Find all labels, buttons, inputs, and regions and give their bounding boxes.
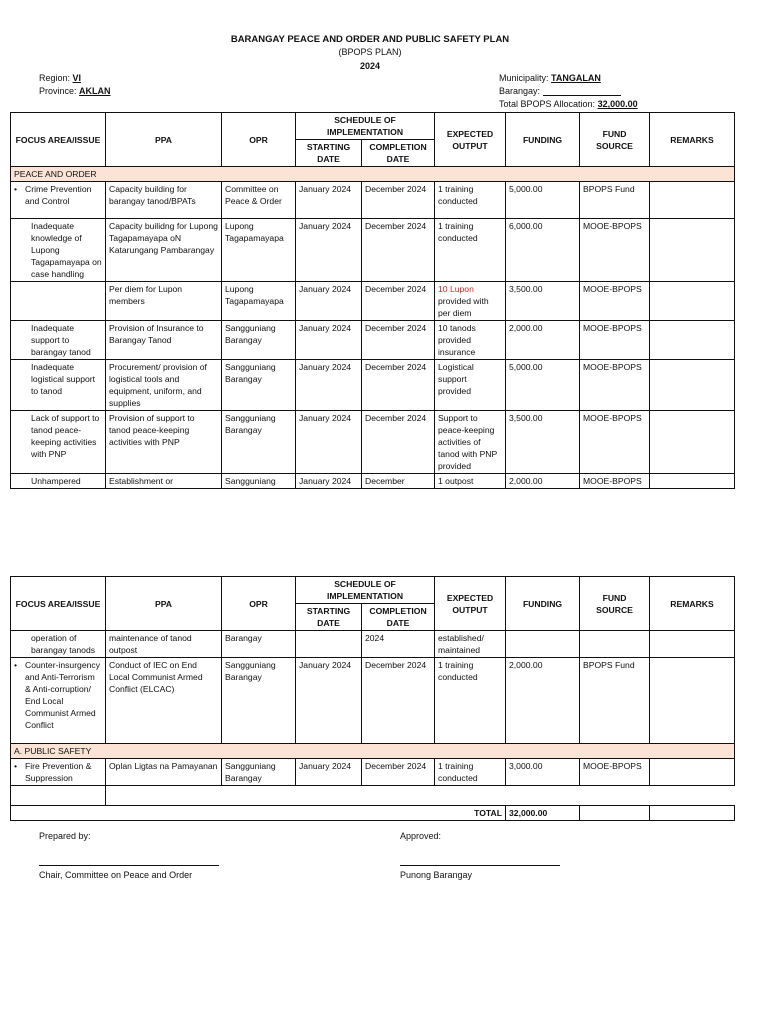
ppa-cell: Conduct of IEC on End Local Communist Armed Conflict (ELCAC): [106, 658, 222, 744]
start-cell: January 2024: [296, 282, 362, 321]
prepared-by-name: Chair, Committee on Peace and Order: [39, 870, 193, 880]
allocation-field: [499, 99, 638, 109]
total-source-cell: [580, 806, 650, 821]
table-row: [11, 631, 735, 658]
col-header-output: EXPECTED OUTPUT: [435, 113, 506, 167]
prepared-by-label: Prepared by:: [39, 831, 91, 841]
start-cell: January 2024: [296, 360, 362, 411]
section-peace-and-order: PEACE AND ORDER: [11, 167, 735, 182]
approved-signature-line: [400, 865, 560, 866]
col-header-ppa: PPA: [106, 113, 222, 167]
funding-cell: 5,000.00: [506, 182, 580, 219]
end-cell: December 2024: [362, 182, 435, 219]
blank-cell: [11, 786, 106, 806]
remarks-cell: [650, 219, 735, 282]
source-cell: MOOE-BPOPS: [580, 360, 650, 411]
focus-cell: • Crime Prevention and Control: [11, 182, 106, 219]
municipality-field: [499, 73, 601, 83]
blank-cell-wide: [106, 786, 735, 806]
output-cell: Support to peace-keeping activities of tanod with PNP provided: [435, 411, 506, 474]
opr-cell: Barangay: [222, 631, 296, 658]
table-row: [11, 360, 735, 411]
ppa-cell: Provision of Insurance to Barangay Tanod: [106, 321, 222, 360]
plan-table-page-2: [10, 576, 735, 821]
col-header-start: STARTING DATE: [296, 140, 362, 167]
table-row: [11, 182, 735, 219]
start-cell: January 2024: [296, 658, 362, 744]
focus-cell: [11, 282, 106, 321]
source-cell: MOOE-BPOPS: [580, 759, 650, 786]
table-row: [11, 282, 735, 321]
output-cell: 1 outpost: [435, 474, 506, 489]
source-cell: MOOE-BPOPS: [580, 219, 650, 282]
ppa-cell: maintenance of tanod outpost: [106, 631, 222, 658]
table-row: [11, 321, 735, 360]
ppa-cell: Per diem for Lupon members: [106, 282, 222, 321]
province-label: Province:: [39, 86, 77, 96]
col-header-fund-source: FUND SOURCE: [580, 577, 650, 631]
opr-cell: Sangguniang Barangay: [222, 759, 296, 786]
funding-cell: 2,000.00: [506, 474, 580, 489]
focus-cell: Unhampered: [11, 474, 106, 489]
start-cell: January 2024: [296, 474, 362, 489]
total-label: TOTAL: [11, 806, 506, 821]
total-row: [11, 806, 735, 821]
ppa-cell: Establishment or: [106, 474, 222, 489]
barangay-field: [499, 86, 621, 96]
ppa-cell: Capacity builidng for Lupong Tagapamayapa oN Katarungang Pambarangay: [106, 219, 222, 282]
funding-cell: 3,500.00: [506, 282, 580, 321]
opr-cell: Lupong Tagapamayapa: [222, 282, 296, 321]
output-cell: 1 training conducted: [435, 759, 506, 786]
output-cell: 10 tanods provided insurance: [435, 321, 506, 360]
start-cell: January 2024: [296, 759, 362, 786]
col-header-opr: OPR: [222, 113, 296, 167]
end-cell: December 2024: [362, 411, 435, 474]
total-remarks-cell: [650, 806, 735, 821]
col-header-ppa: PPA: [106, 577, 222, 631]
output-cell: 1 training conducted: [435, 182, 506, 219]
focus-cell: Inadequate knowledge of Lupong Tagapamayapa on case handling: [11, 219, 106, 282]
end-cell: December 2024: [362, 360, 435, 411]
barangay-label: Barangay:: [499, 86, 541, 96]
region-value: VI: [72, 73, 82, 83]
ppa-cell: Oplan Ligtas na Pamayanan: [106, 759, 222, 786]
remarks-cell: [650, 759, 735, 786]
end-cell: 2024: [362, 631, 435, 658]
plan-table-page-1: [10, 112, 735, 489]
col-header-fund-source: FUND SOURCE: [580, 113, 650, 167]
source-cell: MOOE-BPOPS: [580, 474, 650, 489]
end-cell: December 2024: [362, 282, 435, 321]
table-row: [11, 759, 735, 786]
output-cell: Logistical support provided: [435, 360, 506, 411]
col-header-funding: FUNDING: [506, 577, 580, 631]
ppa-cell: Provision of support to tanod peace-keeping activities with PNP: [106, 411, 222, 474]
end-cell: December 2024: [362, 658, 435, 744]
municipality-label: Municipality:: [499, 73, 549, 83]
source-cell: BPOPS Fund: [580, 182, 650, 219]
table-row: [11, 658, 735, 744]
opr-cell: Sangguniang: [222, 474, 296, 489]
focus-cell: Inadequate support to barangay tanod: [11, 321, 106, 360]
approved-by-name: Punong Barangay: [400, 870, 473, 880]
col-header-opr: OPR: [222, 577, 296, 631]
output-cell: established/ maintained: [435, 631, 506, 658]
opr-cell: Sangguniang Barangay: [222, 658, 296, 744]
funding-cell: 6,000.00: [506, 219, 580, 282]
remarks-cell: [650, 321, 735, 360]
source-cell: BPOPS Fund: [580, 658, 650, 744]
output-cell: 1 training conducted: [435, 219, 506, 282]
remarks-cell: [650, 658, 735, 744]
barangay-blank: [543, 86, 621, 96]
province-value: AKLAN: [79, 86, 111, 96]
prepared-signature-line: [39, 865, 219, 866]
funding-cell: [506, 631, 580, 658]
table-row: [11, 411, 735, 474]
source-cell: MOOE-BPOPS: [580, 321, 650, 360]
focus-cell: operation of barangay tanods: [11, 631, 106, 658]
table-row: [11, 219, 735, 282]
total-value: 32,000.00: [506, 806, 580, 821]
opr-cell: Lupong Tagapamayapa: [222, 219, 296, 282]
col-header-focus: FOCUS AREA/ISSUE: [11, 113, 106, 167]
allocation-value: 32,000.00: [597, 99, 638, 109]
output-text: provided with per diem: [438, 296, 489, 318]
col-header-start: STARTING DATE: [296, 604, 362, 631]
col-header-remarks: REMARKS: [650, 577, 735, 631]
start-cell: January 2024: [296, 182, 362, 219]
col-header-completion: COMPLETION DATE: [362, 140, 435, 167]
region-field: [39, 73, 81, 83]
start-cell: January 2024: [296, 219, 362, 282]
funding-cell: 3,500.00: [506, 411, 580, 474]
col-header-completion: COMPLETION DATE: [362, 604, 435, 631]
output-cell: [435, 282, 506, 321]
focus-cell: • Fire Prevention & Suppression: [11, 759, 106, 786]
opr-cell: Sangguniang Barangay: [222, 411, 296, 474]
col-header-schedule: SCHEDULE OF IMPLEMENTATION: [296, 113, 435, 140]
output-highlight: 10 Lupon: [438, 284, 474, 294]
source-cell: MOOE-BPOPS: [580, 282, 650, 321]
focus-cell: Lack of support to tanod peace-keeping activities with PNP: [11, 411, 106, 474]
end-cell: December 2024: [362, 759, 435, 786]
col-header-funding: FUNDING: [506, 113, 580, 167]
opr-cell: Sangguniang Barangay: [222, 360, 296, 411]
focus-cell: • Counter-insurgency and Anti-Terrorism & Anti-corruption/ End Local Communist Armed Conflict: [11, 658, 106, 744]
start-cell: [296, 631, 362, 658]
opr-cell: Committee on Peace & Order: [222, 182, 296, 219]
province-field: [39, 86, 111, 96]
output-cell: 1 training conducted: [435, 658, 506, 744]
table-row: [11, 474, 735, 489]
funding-cell: 3,000.00: [506, 759, 580, 786]
source-cell: MOOE-BPOPS: [580, 411, 650, 474]
focus-cell: Inadequate logistical support to tanod: [11, 360, 106, 411]
ppa-cell: Procurement/ provision of logistical tools and equipment, uniform, and supplies: [106, 360, 222, 411]
section-public-safety: A. PUBLIC SAFETY: [11, 744, 735, 759]
allocation-label: Total BPOPS Allocation:: [499, 99, 596, 109]
remarks-cell: [650, 282, 735, 321]
remarks-cell: [650, 474, 735, 489]
approved-label: Approved:: [400, 831, 442, 841]
municipality-value: TANGALAN: [551, 73, 601, 83]
remarks-cell: [650, 360, 735, 411]
blank-row: [11, 786, 735, 806]
ppa-cell: Capacity building for barangay tanod/BPATs: [106, 182, 222, 219]
funding-cell: 2,000.00: [506, 658, 580, 744]
col-header-output: EXPECTED OUTPUT: [435, 577, 506, 631]
col-header-focus: FOCUS AREA/ISSUE: [11, 577, 106, 631]
document-year: 2024: [359, 61, 381, 71]
end-cell: December: [362, 474, 435, 489]
start-cell: January 2024: [296, 321, 362, 360]
opr-cell: Sangguniang Barangay: [222, 321, 296, 360]
document-subtitle: (BPOPS PLAN): [338, 47, 402, 57]
remarks-cell: [650, 411, 735, 474]
remarks-cell: [650, 631, 735, 658]
col-header-remarks: REMARKS: [650, 113, 735, 167]
start-cell: January 2024: [296, 411, 362, 474]
funding-cell: 5,000.00: [506, 360, 580, 411]
end-cell: December 2024: [362, 219, 435, 282]
source-cell: [580, 631, 650, 658]
region-label: Region:: [39, 73, 71, 83]
funding-cell: 2,000.00: [506, 321, 580, 360]
col-header-schedule: SCHEDULE OF IMPLEMENTATION: [296, 577, 435, 604]
document-title: BARANGAY PEACE AND ORDER AND PUBLIC SAFETY PLAN: [230, 34, 510, 45]
end-cell: December 2024: [362, 321, 435, 360]
remarks-cell: [650, 182, 735, 219]
